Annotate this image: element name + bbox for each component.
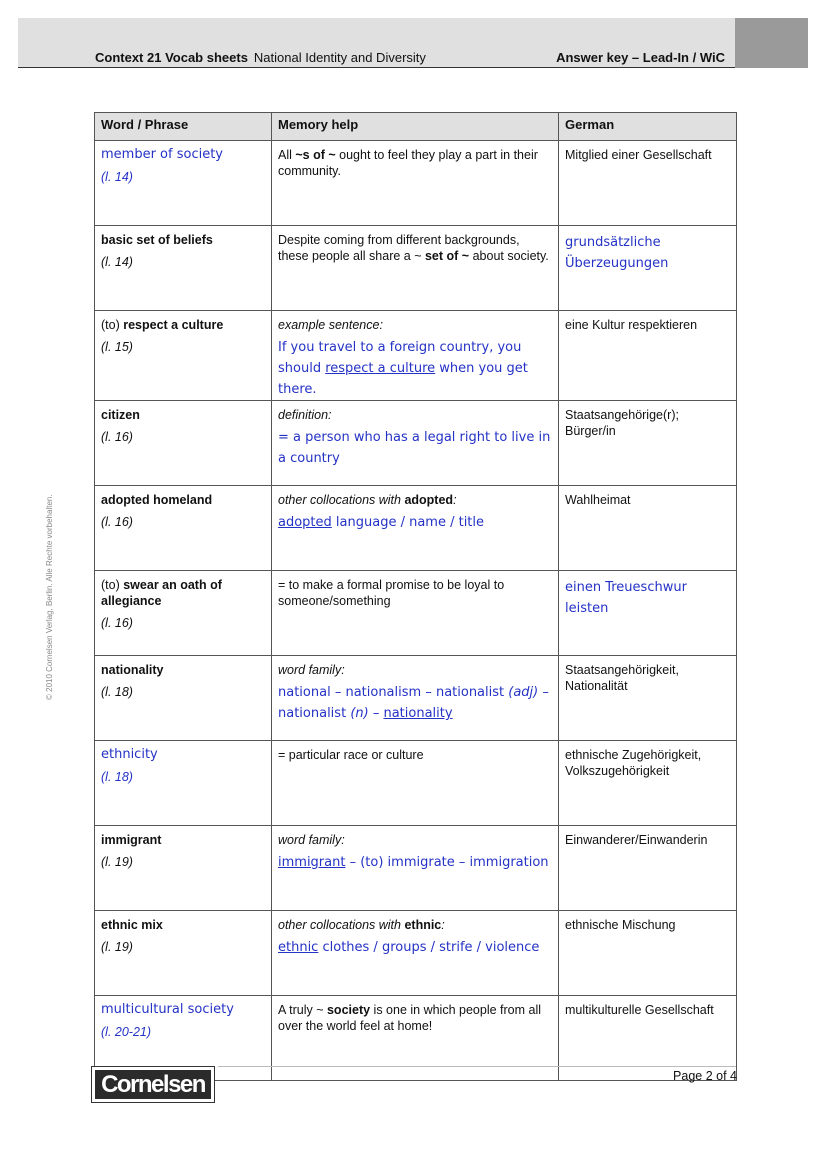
memory-text: national – nationalism – nationalist <box>278 685 509 700</box>
page-number: Page 2 of 4 <box>673 1069 737 1083</box>
memory-text: when you get there. <box>278 361 528 397</box>
memory-bold: society <box>326 1003 371 1017</box>
header-german: German <box>559 113 737 141</box>
memory-italic: (adj) <box>508 685 539 700</box>
word: immigrant <box>101 833 162 847</box>
memory-text: A truly ~ <box>278 1003 327 1017</box>
memory-handwritten <box>278 937 552 958</box>
publisher-logo <box>91 1066 215 1103</box>
table-row <box>95 911 737 996</box>
label-bold: adopted <box>404 493 454 507</box>
memory-text: about society. <box>469 249 549 263</box>
table-row <box>95 141 737 226</box>
word <box>101 577 265 609</box>
memory-label <box>278 492 552 508</box>
german-handwritten: grundsätzliche Überzeugungen <box>565 235 669 271</box>
word-cell <box>95 226 272 311</box>
german-cell: Einwanderer/Einwanderin <box>559 826 737 911</box>
word: multicultural society <box>101 1002 234 1017</box>
footer-rule <box>218 1066 736 1067</box>
line-ref: (l. 19) <box>101 855 133 869</box>
german-handwritten: einen Treueschwur leisten <box>565 580 687 616</box>
label-text: : <box>453 493 457 507</box>
header-series: Context 21 Vocab sheets <box>95 50 248 65</box>
line-ref: (l. 18) <box>101 770 133 784</box>
line-ref: (l. 14) <box>101 170 133 184</box>
line-ref: (l. 16) <box>101 616 133 630</box>
memory-label: word family: <box>278 833 345 847</box>
german-cell: multikulturelle Gesellschaft <box>559 996 737 1081</box>
memory-handwritten <box>278 852 552 873</box>
word-prefix: (to) <box>101 578 124 592</box>
word: citizen <box>101 408 140 422</box>
table-header-row <box>95 113 737 141</box>
german-cell: Staatsangehörigkeit, Nationalität <box>559 656 737 741</box>
word: adopted homeland <box>101 493 213 507</box>
line-ref: (l. 16) <box>101 430 133 444</box>
memory-text: ought to feel they play a part in their community. <box>278 148 538 178</box>
memory-cell <box>272 826 559 911</box>
vocab-table <box>94 112 737 1081</box>
memory-underlined: adopted <box>278 515 332 530</box>
table-row <box>95 311 737 401</box>
memory-cell <box>272 486 559 571</box>
header-accent-block <box>735 18 808 68</box>
memory-handwritten <box>278 337 552 400</box>
memory-cell <box>272 401 559 486</box>
memory-cell <box>272 311 559 401</box>
word: nationality <box>101 663 164 677</box>
header-topic: National Identity and Diversity <box>253 50 426 65</box>
header-memory: Memory help <box>272 113 559 141</box>
memory-text: is one in which people from all over the world feel at home! <box>278 1003 542 1033</box>
memory-bold: set of ~ <box>424 249 470 263</box>
memory-handwritten: = a person who has a legal right to live in a country <box>278 430 551 466</box>
memory-cell <box>272 226 559 311</box>
table-row <box>95 226 737 311</box>
table-row <box>95 486 737 571</box>
logo-text: Cornelsen <box>95 1070 211 1099</box>
word-cell <box>95 401 272 486</box>
header-title <box>95 50 426 65</box>
memory-label: word family: <box>278 663 345 677</box>
word-cell <box>95 826 272 911</box>
memory-text: clothes / groups / strife / violence <box>318 940 540 955</box>
line-ref: (l. 18) <box>101 685 133 699</box>
word: member of society <box>101 147 223 162</box>
line-ref: (l. 19) <box>101 940 133 954</box>
header-word: Word / Phrase <box>95 113 272 141</box>
word: basic set of beliefs <box>101 233 213 247</box>
header-rule <box>18 67 735 68</box>
line-ref: (l. 20-21) <box>101 1025 152 1039</box>
memory-text: Despite coming from different backgrounds, these people all share a ~ <box>278 233 520 263</box>
copyright-note: © 2010 Cornelsen Verlag, Berlin. Alle Rechte vorbehalten. <box>45 494 54 700</box>
memory-handwritten <box>278 512 552 533</box>
word-cell <box>95 571 272 656</box>
memory-label <box>278 917 552 933</box>
word-cell <box>95 741 272 826</box>
word-main: respect a culture <box>123 318 224 332</box>
word: ethnicity <box>101 747 158 762</box>
table-row <box>95 826 737 911</box>
memory-underlined: nationality <box>383 706 453 721</box>
line-ref: (l. 14) <box>101 255 133 269</box>
table-row <box>95 741 737 826</box>
word-cell <box>95 311 272 401</box>
memory-underlined: immigrant <box>278 855 346 870</box>
german-cell: ethnische Mischung <box>559 911 737 996</box>
word <box>101 317 265 333</box>
memory-bold: ~s of ~ <box>295 148 336 162</box>
memory-text: If you travel to a foreign country, you should <box>278 340 522 376</box>
memory-italic: (n) <box>350 706 369 721</box>
word-prefix: (to) <box>101 318 124 332</box>
memory-underlined: ethnic <box>278 940 319 955</box>
word: ethnic mix <box>101 918 163 932</box>
memory-cell <box>272 996 559 1081</box>
german-cell <box>559 571 737 656</box>
german-cell: Wahlheimat <box>559 486 737 571</box>
line-ref: (l. 16) <box>101 515 133 529</box>
word-cell <box>95 141 272 226</box>
word-cell <box>95 911 272 996</box>
table-row <box>95 656 737 741</box>
memory-text: language / name / title <box>331 515 485 530</box>
memory-label: example sentence: <box>278 318 383 332</box>
line-ref: (l. 15) <box>101 340 133 354</box>
label-bold: ethnic <box>404 918 442 932</box>
memory-cell: = particular race or culture <box>272 741 559 826</box>
memory-underlined: respect a culture <box>325 361 436 376</box>
memory-cell <box>272 141 559 226</box>
word-main: swear an oath of allegiance <box>101 578 222 608</box>
german-cell: Staatsangehörige(r); Bürger/in <box>559 401 737 486</box>
table-row <box>95 401 737 486</box>
label-text: other collocations with <box>278 493 405 507</box>
word-cell <box>95 486 272 571</box>
memory-text: – nationalist <box>278 685 549 721</box>
table-row <box>95 571 737 656</box>
memory-cell <box>272 656 559 741</box>
memory-text: All <box>278 148 296 162</box>
word-cell <box>95 656 272 741</box>
german-cell: Mitglied einer Gesellschaft <box>559 141 737 226</box>
header-answer-key: Answer key – Lead-In / WiC <box>556 50 725 65</box>
german-cell: eine Kultur respektieren <box>559 311 737 401</box>
german-cell: ethnische Zugehörigkeit, Volkszugehörigkeit <box>559 741 737 826</box>
german-cell <box>559 226 737 311</box>
memory-cell <box>272 911 559 996</box>
memory-text: – <box>368 706 384 721</box>
label-text: other collocations with <box>278 918 405 932</box>
memory-handwritten <box>278 682 552 724</box>
memory-text: – (to) immigrate – immigration <box>345 855 549 870</box>
label-text: : <box>441 918 445 932</box>
memory-label: definition: <box>278 408 332 422</box>
memory-cell: = to make a formal promise to be loyal to someone/something <box>272 571 559 656</box>
